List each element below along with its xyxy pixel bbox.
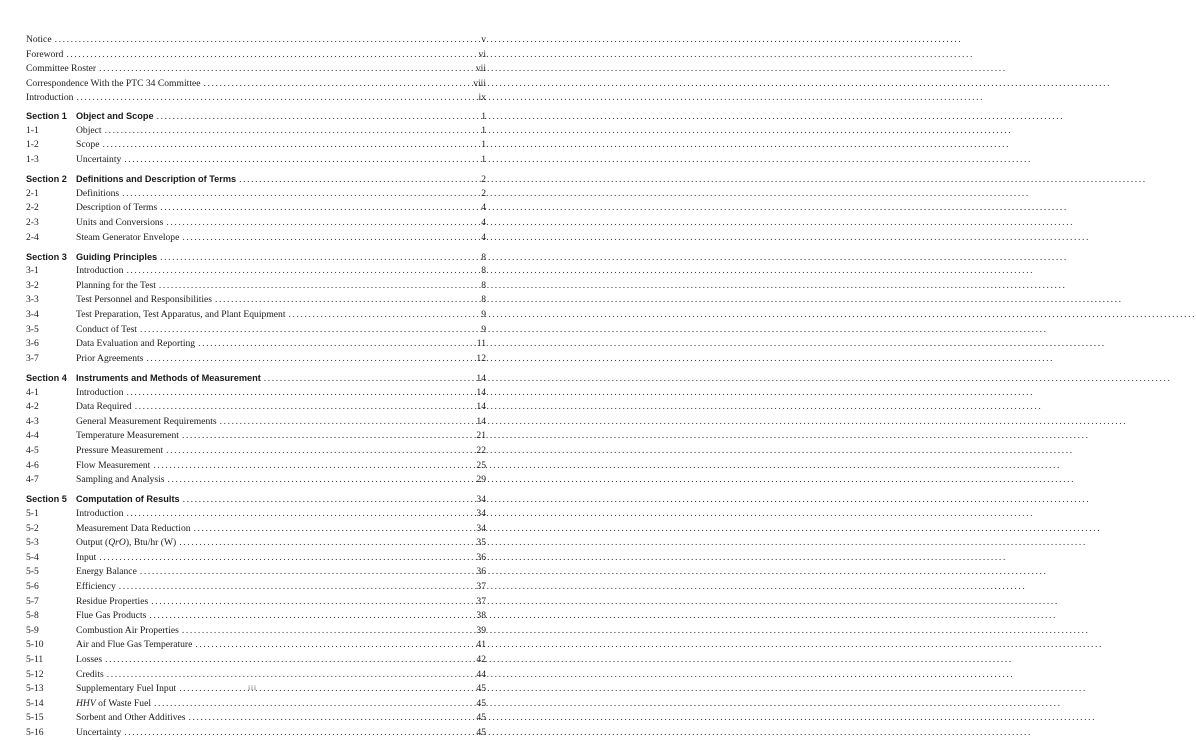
- toc-page-number: ix: [478, 92, 486, 104]
- toc-page-number: 11: [476, 338, 486, 350]
- toc-page-number: 1: [481, 111, 486, 123]
- toc-entry[interactable]: [26, 726, 486, 740]
- toc-entry[interactable]: [26, 138, 486, 153]
- dot-leader: [135, 400, 474, 415]
- toc-page-number: 8: [481, 294, 486, 306]
- toc-entry[interactable]: [26, 609, 486, 624]
- toc-front-matter-entry[interactable]: [26, 33, 486, 48]
- toc-entry-number: 5-13: [26, 683, 44, 695]
- toc-page-number: 35: [476, 537, 486, 549]
- toc-page-number: 8: [481, 251, 486, 263]
- toc-entry[interactable]: [26, 216, 486, 231]
- toc-entry-title: Object and Scope: [76, 111, 154, 122]
- toc-page-number: 34: [476, 507, 486, 519]
- toc-entry-title: Energy Balance: [76, 566, 137, 578]
- toc-entry-number: Section 5: [26, 494, 67, 505]
- toc-entry-title: Flue Gas Products: [76, 610, 147, 622]
- dot-leader: [198, 337, 474, 352]
- toc-section-heading[interactable]: [26, 109, 486, 124]
- toc-entry[interactable]: [26, 668, 486, 683]
- toc-entry[interactable]: [26, 565, 486, 580]
- toc-page-number: 4: [481, 231, 486, 243]
- toc-entry-title: Sorbent and Other Additives: [76, 712, 186, 724]
- toc-entry-number: 5-8: [26, 610, 39, 622]
- toc-entry[interactable]: [26, 444, 486, 459]
- toc-entry-number: 5-14: [26, 697, 44, 709]
- toc-entry-number: 5-10: [26, 639, 44, 651]
- toc-entry-title: Definitions: [76, 187, 120, 199]
- dot-leader: [159, 279, 475, 294]
- toc-entry[interactable]: [26, 153, 486, 168]
- toc-entry[interactable]: [26, 308, 486, 323]
- dot-leader: [264, 372, 474, 387]
- toc-entry-number: 5-9: [26, 624, 39, 636]
- toc-entry-title: Definitions and Description of Terms: [76, 174, 237, 185]
- dot-leader: [166, 216, 475, 231]
- toc-entry-number: Section 1: [26, 111, 67, 122]
- toc-entry-number: 5-16: [26, 726, 44, 738]
- toc-title-prefix: Output (: [76, 537, 109, 549]
- dot-leader: [179, 536, 473, 551]
- toc-page-number: 45: [476, 712, 486, 724]
- toc-entry[interactable]: [26, 352, 486, 367]
- dot-leader: [99, 551, 473, 566]
- dot-leader: [126, 507, 473, 522]
- toc-entry-title: Combustion Air Properties: [76, 624, 179, 636]
- toc-page-number: v: [481, 34, 486, 45]
- toc-entry-title: Losses: [76, 653, 103, 665]
- dot-leader: [182, 624, 474, 639]
- dot-leader: [124, 726, 473, 740]
- toc-title-italic: QrO: [108, 537, 126, 549]
- toc-entry[interactable]: [26, 507, 486, 522]
- toc-entry-title: Air and Flue Gas Temperature: [76, 639, 193, 651]
- toc-page-number: 36: [476, 551, 486, 563]
- toc-page-number: 34: [476, 522, 486, 534]
- toc-page-number: 2: [481, 174, 486, 186]
- toc-entry-title: Data Required: [76, 401, 132, 413]
- toc-entry-title: Scope: [76, 139, 100, 151]
- toc-entry-title: Conduct of Test: [76, 323, 137, 335]
- toc-page-number: 29: [476, 474, 486, 486]
- toc-entry-title: Supplementary Fuel Input: [76, 683, 177, 695]
- toc-entry-title: Guiding Principles: [76, 251, 158, 262]
- toc-entry-number: 2-3: [26, 216, 39, 228]
- toc-entry-number: 5-5: [26, 566, 39, 578]
- toc-entry[interactable]: [26, 473, 486, 488]
- toc-entry-number: 3-6: [26, 338, 39, 350]
- toc-entry-number: 5-11: [26, 653, 44, 665]
- toc-page-number: 36: [476, 566, 486, 578]
- toc-entry-number: 5-15: [26, 712, 44, 724]
- toc-entry-title: Computation of Results: [76, 494, 180, 505]
- dot-leader: [183, 493, 474, 508]
- toc-page-number: 38: [476, 610, 486, 622]
- toc-entry[interactable]: [26, 201, 486, 216]
- toc-entry-number: 5-7: [26, 595, 39, 607]
- toc-page-number: 44: [476, 668, 486, 680]
- toc-page-number: 45: [476, 697, 486, 709]
- toc-page-number: 39: [476, 624, 486, 636]
- toc-entry[interactable]: [26, 536, 486, 551]
- toc-entry-number: 3-1: [26, 265, 39, 277]
- toc-entry[interactable]: [26, 638, 486, 653]
- toc-entry-number: 3-5: [26, 323, 39, 335]
- toc-front-matter-entry[interactable]: [26, 62, 486, 77]
- toc-entry-number: 5-3: [26, 537, 39, 549]
- toc-entry[interactable]: [26, 624, 486, 639]
- dot-leader: [55, 33, 475, 48]
- toc-page-number: 37: [476, 595, 486, 607]
- toc-entry[interactable]: [26, 415, 486, 430]
- toc-entry-title: Introduction: [26, 92, 74, 104]
- toc-entry-number: 1-2: [26, 139, 39, 151]
- toc-entry-title: Temperature Measurement: [76, 430, 179, 442]
- toc-entry[interactable]: [26, 595, 486, 610]
- toc-entry-number: 3-2: [26, 279, 39, 291]
- toc-page-number: 22: [476, 445, 486, 456]
- toc-page-number: 1: [481, 124, 486, 136]
- toc-entry-title: Committee Roster: [26, 63, 97, 75]
- toc-entry-title: Prior Agreements: [76, 352, 144, 364]
- dot-leader: [157, 110, 475, 125]
- dot-leader: [102, 138, 475, 153]
- toc-entry-number: 2-4: [26, 231, 39, 243]
- toc-page-number: vii: [475, 63, 486, 75]
- toc-entry-number: 4-5: [26, 445, 39, 456]
- toc-page-number: 21: [476, 430, 486, 442]
- toc-entry-number: 1-1: [26, 124, 39, 136]
- toc-entry[interactable]: [26, 386, 486, 401]
- toc-entry-title: Data Evaluation and Reporting: [76, 338, 196, 350]
- dot-leader: [182, 231, 475, 246]
- toc-entry-number: Section 4: [26, 373, 67, 384]
- toc-entry[interactable]: [26, 264, 486, 279]
- toc-entry[interactable]: [26, 522, 486, 537]
- toc-page-number: 25: [476, 459, 486, 471]
- dot-leader: [154, 697, 473, 712]
- dot-leader: [99, 62, 473, 77]
- toc-page-number: viii: [473, 77, 486, 89]
- toc-entry[interactable]: [26, 697, 486, 712]
- dot-leader: [166, 444, 473, 459]
- toc-entry-number: 5-12: [26, 668, 44, 680]
- toc-title-suffix: ), Btu/hr (W): [125, 537, 177, 549]
- toc-entry-number: 4-1: [26, 386, 39, 398]
- toc-front-matter-entry[interactable]: [26, 77, 486, 92]
- toc-entry[interactable]: [26, 653, 486, 668]
- toc-entry-number: 4-7: [26, 474, 39, 486]
- toc-entry-title: Sampling and Analysis: [76, 474, 165, 486]
- toc-entry-title: Residue Properties: [76, 595, 149, 607]
- toc-entry[interactable]: [26, 551, 486, 566]
- toc-entry-title: Credits: [76, 668, 104, 680]
- toc-entry-title: Efficiency: [76, 580, 116, 592]
- toc-page-number: 4: [481, 216, 486, 228]
- toc-entry-title: Introduction: [76, 507, 124, 519]
- dot-leader: [160, 201, 475, 216]
- toc-entry-number: 4-4: [26, 430, 39, 442]
- toc-entry-title: Input: [76, 551, 97, 563]
- toc-page-number: 37: [476, 580, 486, 592]
- toc-entry-number: 1-3: [26, 153, 39, 165]
- toc-entry-title: [76, 536, 176, 551]
- toc-entry-title: Steam Generator Envelope: [76, 231, 180, 243]
- dot-leader: [149, 609, 473, 624]
- toc-entry-number: 4-6: [26, 459, 39, 471]
- dot-leader: [215, 293, 475, 308]
- toc-entry-number: 4-3: [26, 415, 39, 427]
- toc-entry-title: Instruments and Methods of Measurement: [76, 373, 261, 384]
- toc-entry-title: Pressure Measurement: [76, 445, 164, 456]
- toc-front-matter-entry[interactable]: [26, 91, 486, 106]
- toc-page-number: 9: [481, 323, 486, 335]
- toc-page-number: 1: [481, 153, 486, 165]
- toc-entry-title: General Measurement Requirements: [76, 415, 217, 427]
- toc-front-matter-entry[interactable]: [26, 48, 486, 63]
- dot-leader: [153, 459, 473, 474]
- toc-entry-number: 5-6: [26, 580, 39, 592]
- toc-entry[interactable]: [26, 400, 486, 415]
- dot-leader: [107, 668, 474, 683]
- toc-entry-number: 4-2: [26, 401, 39, 413]
- dot-leader: [182, 429, 473, 444]
- toc-entry[interactable]: [26, 337, 486, 352]
- dot-leader: [105, 653, 473, 668]
- dot-leader: [194, 522, 474, 537]
- toc-entry[interactable]: [26, 231, 486, 246]
- toc-page-number: 4: [481, 202, 486, 214]
- toc-title-italic: HHV: [76, 697, 96, 709]
- toc-entry[interactable]: [26, 187, 486, 202]
- toc-entry[interactable]: [26, 711, 486, 726]
- dot-leader: [146, 352, 473, 367]
- toc-page-number: 14: [476, 415, 486, 427]
- dot-leader: [220, 415, 474, 430]
- dot-leader: [119, 580, 474, 595]
- table-of-contents: [26, 33, 486, 740]
- toc-entry[interactable]: [26, 459, 486, 474]
- dot-leader: [122, 187, 475, 202]
- toc-entry-number: 5-1: [26, 507, 39, 519]
- toc-entry-number: Section 3: [26, 251, 67, 262]
- toc-page-number: 8: [481, 279, 486, 291]
- toc-entry-number: 5-4: [26, 551, 39, 563]
- toc-page-number: 45: [476, 683, 486, 695]
- page-number: iii: [248, 684, 257, 692]
- toc-entry-number: 3-4: [26, 309, 39, 321]
- dot-leader: [151, 595, 473, 610]
- toc-section-heading[interactable]: [26, 371, 486, 386]
- dot-leader: [239, 173, 475, 188]
- toc-page-number: 34: [476, 494, 486, 506]
- toc-page-number: 42: [476, 653, 486, 665]
- toc-entry-title: Measurement Data Reduction: [76, 522, 191, 534]
- toc-page-number: 9: [481, 309, 486, 321]
- dot-leader: [167, 473, 473, 488]
- toc-section-heading[interactable]: [26, 250, 486, 265]
- toc-entry[interactable]: [26, 293, 486, 308]
- dot-leader: [76, 91, 475, 106]
- toc-entry[interactable]: [26, 580, 486, 595]
- toc-entry-title: Description of Terms: [76, 202, 158, 214]
- toc-section-heading[interactable]: [26, 172, 486, 187]
- dot-leader: [105, 124, 475, 139]
- toc-entry-title: Flow Measurement: [76, 459, 151, 471]
- dot-leader: [204, 77, 471, 92]
- toc-entry-title: Test Personnel and Responsibilities: [76, 294, 213, 306]
- toc-page-number: 14: [476, 386, 486, 398]
- toc-entry-number: 3-3: [26, 294, 39, 306]
- toc-entry-title: Planning for the Test: [76, 279, 156, 291]
- toc-entry-title: Foreword: [26, 48, 64, 60]
- toc-entry-title: Uncertainty: [76, 726, 122, 738]
- toc-page-number: vi: [478, 48, 486, 60]
- toc-entry-title: Introduction: [76, 386, 124, 398]
- dot-leader: [195, 638, 473, 653]
- toc-entry-title: Notice: [26, 34, 52, 45]
- dot-leader: [140, 323, 475, 338]
- toc-entry-title: Introduction: [76, 265, 124, 277]
- dot-leader: [189, 711, 474, 726]
- dot-leader: [289, 308, 475, 323]
- toc-entry-number: 2-1: [26, 187, 39, 199]
- toc-section-heading[interactable]: [26, 492, 486, 507]
- toc-page-number: 14: [476, 373, 486, 385]
- toc-page-number: 8: [481, 265, 486, 277]
- toc-entry-title: Correspondence With the PTC 34 Committee: [26, 77, 201, 89]
- toc-entry[interactable]: [26, 323, 486, 338]
- dot-leader: [66, 48, 475, 63]
- toc-entry[interactable]: [26, 429, 486, 444]
- toc-page-number: 12: [476, 352, 486, 364]
- toc-entry-title: Units and Conversions: [76, 216, 164, 228]
- toc-entry-number: 3-7: [26, 352, 39, 364]
- toc-page-number: 45: [476, 726, 486, 738]
- toc-entry-number: Section 2: [26, 174, 67, 185]
- dot-leader: [124, 153, 475, 168]
- toc-entry-title: Test Preparation, Test Apparatus, and Plant Equipment: [76, 309, 286, 321]
- toc-page-number: 14: [476, 401, 486, 413]
- toc-title-suffix: of Waste Fuel: [95, 697, 151, 709]
- toc-entry[interactable]: [26, 124, 486, 139]
- dot-leader: [126, 386, 473, 401]
- toc-entry-title: Uncertainty: [76, 153, 122, 165]
- toc-page-number: 2: [481, 187, 486, 199]
- toc-entry-title: Object: [76, 124, 102, 136]
- toc-page-number: 1: [481, 139, 486, 151]
- toc-entry[interactable]: [26, 279, 486, 294]
- dot-leader: [160, 251, 475, 266]
- toc-entry-title: [76, 697, 151, 712]
- toc-entry-number: 2-2: [26, 202, 39, 214]
- toc-entry-number: 5-2: [26, 522, 39, 534]
- dot-leader: [126, 264, 475, 279]
- dot-leader: [140, 565, 474, 580]
- toc-page-number: 41: [476, 639, 486, 651]
